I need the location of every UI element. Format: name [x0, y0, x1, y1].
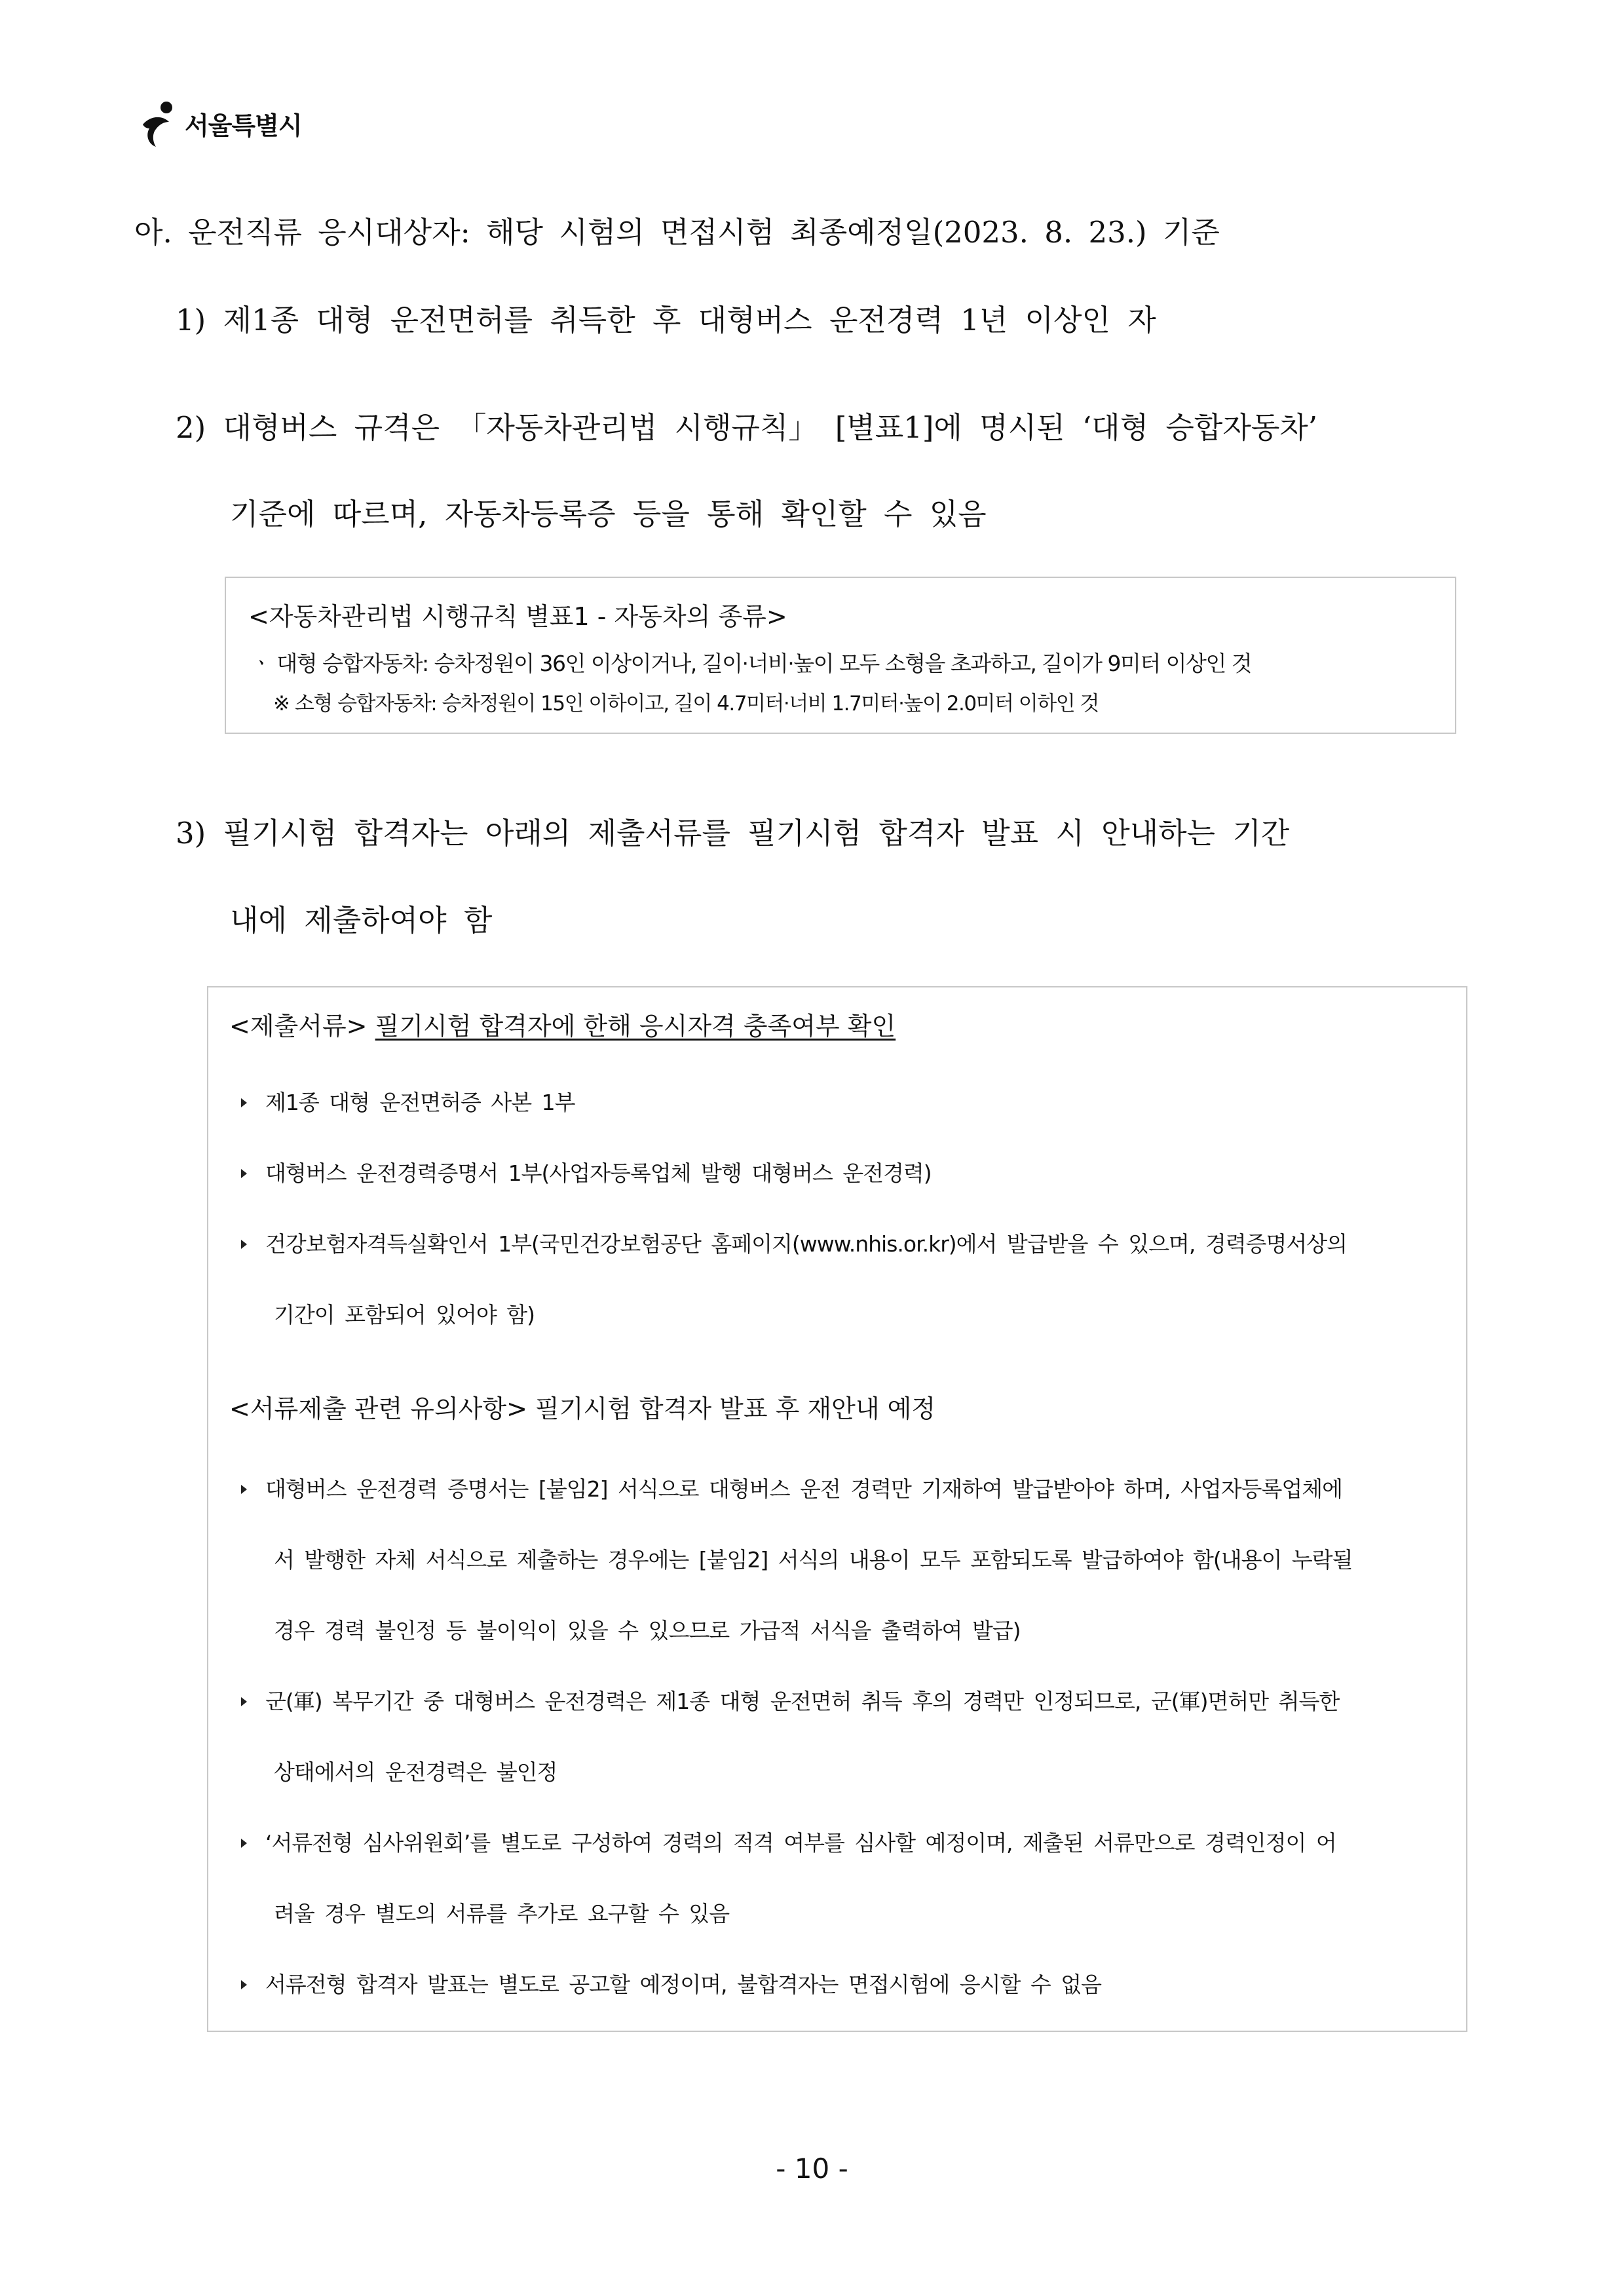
note-item-continuation: 서 발행한 자체 서식으로 제출하는 경우에는 [붙임2] 서식의 내용이 모두 포함되도록 발급하여야 함(내용이 누락될	[274, 1547, 1353, 1573]
box1-line-1: ㆍ 대형 승합자동차: 승차정원이 36인 이상이거나, 길이·너비·높이 모두 소형을 초과하고, 길이가 9미터 이상인 것	[251, 651, 1252, 676]
notes-heading-text: 필기시험 합격자 발표 후 재안내 예정	[535, 1394, 936, 1423]
seoul-logo	[139, 98, 302, 148]
page-number: - 10 -	[776, 2152, 848, 2185]
section-title: 아. 운전직류 응시대상자: 해당 시험의 면접시험 최종예정일(2023. 8. 23.) 기준	[134, 215, 1220, 250]
item-2-text: 2) 대형버스 규격은 「자동차관리법 시행규칙」 [별표1]에 명시된 ‘대형 승합자동차’	[176, 410, 1318, 445]
documents-heading-text: 필기시험 합격자에 한해 응시자격 충족여부 확인	[375, 1012, 896, 1041]
item-3-line-1	[176, 809, 1489, 852]
box1-line-2: ※ 소형 승합자동차: 승차정원이 15인 이하이고, 길이 4.7미터·너비 1.7미터·높이 2.0미터 이하인 것	[273, 692, 1099, 716]
item-1: 1) 제1종 대형 운전면허를 취득한 후 대형버스 운전경력 1년 이상인 자	[176, 303, 1156, 337]
doc-item: 제1종 대형 운전면허증 사본 1부	[241, 1086, 575, 1117]
seoul-symbol-icon	[139, 98, 181, 148]
notes-heading	[229, 1388, 935, 1425]
note-item: 대형버스 운전경력 증명서는 [붙임2] 서식으로 대형버스 운전 경력만 기재하여 발급받아야 하며, 사업자등록업체에	[241, 1472, 1342, 1503]
doc-item-continuation: 기간이 포함되어 있어야 함)	[274, 1302, 535, 1328]
note-item: 군(軍) 복무기간 중 대형버스 운전경력은 제1종 대형 운전면허 취득 후의 경력만 인정되므로, 군(軍)면허만 취득한	[241, 1685, 1339, 1715]
documents-box	[207, 986, 1467, 2032]
org-name: 서울특별시	[185, 111, 302, 140]
item-2-line-1	[176, 404, 1486, 446]
item-3-text: 3) 필기시험 합격자는 아래의 제출서류를 필기시험 합격자 발표 시 안내하는 기간	[176, 816, 1290, 851]
item-2-line-2: 기준에 따르며, 자동차등록증 등을 통해 확인할 수 있음	[230, 497, 987, 531]
documents-heading	[229, 1006, 896, 1042]
box1-title: <자동차관리법 시행규칙 별표1 - 자동차의 종류>	[248, 602, 787, 631]
doc-item: 대형버스 운전경력증명서 1부(사업자등록업체 발행 대형버스 운전경력)	[241, 1157, 932, 1187]
triangle-bullet-icon	[241, 1098, 247, 1107]
triangle-bullet-icon	[241, 1485, 247, 1494]
documents-heading-label: <제출서류>	[229, 1012, 368, 1041]
triangle-bullet-icon	[241, 1839, 247, 1848]
triangle-bullet-icon	[241, 1697, 247, 1706]
triangle-bullet-icon	[241, 1240, 247, 1249]
notes-heading-label: <서류제출 관련 유의사항>	[229, 1394, 527, 1423]
triangle-bullet-icon	[241, 1169, 247, 1178]
note-item-continuation: 려울 경우 별도의 서류를 추가로 요구할 수 있음	[274, 1901, 730, 1926]
note-item-continuation: 경우 경력 불인정 등 불이익이 있을 수 있으므로 가급적 서식을 출력하여 발급)	[274, 1618, 1021, 1643]
item-3-line-2: 내에 제출하여야 함	[230, 903, 493, 938]
triangle-bullet-icon	[241, 1980, 247, 1989]
note-item: 서류전형 합격자 발표는 별도로 공고할 예정이며, 불합격자는 면접시험에 응시할 수 없음	[241, 1968, 1101, 1999]
note-item: ‘서류전형 심사위원회’를 별도로 구성하여 경력의 적격 여부를 심사할 예정이며, 제출된 서류만으로 경력인정이 어	[241, 1826, 1336, 1857]
note-item-continuation: 상태에서의 운전경력은 불인정	[274, 1759, 557, 1785]
doc-item: 건강보험자격득실확인서 1부(국민건강보험공단 홈페이지(www.nhis.or.kr)에서 발급받을 수 있으며, 경력증명서상의	[241, 1227, 1347, 1258]
vehicle-type-box	[225, 577, 1456, 734]
